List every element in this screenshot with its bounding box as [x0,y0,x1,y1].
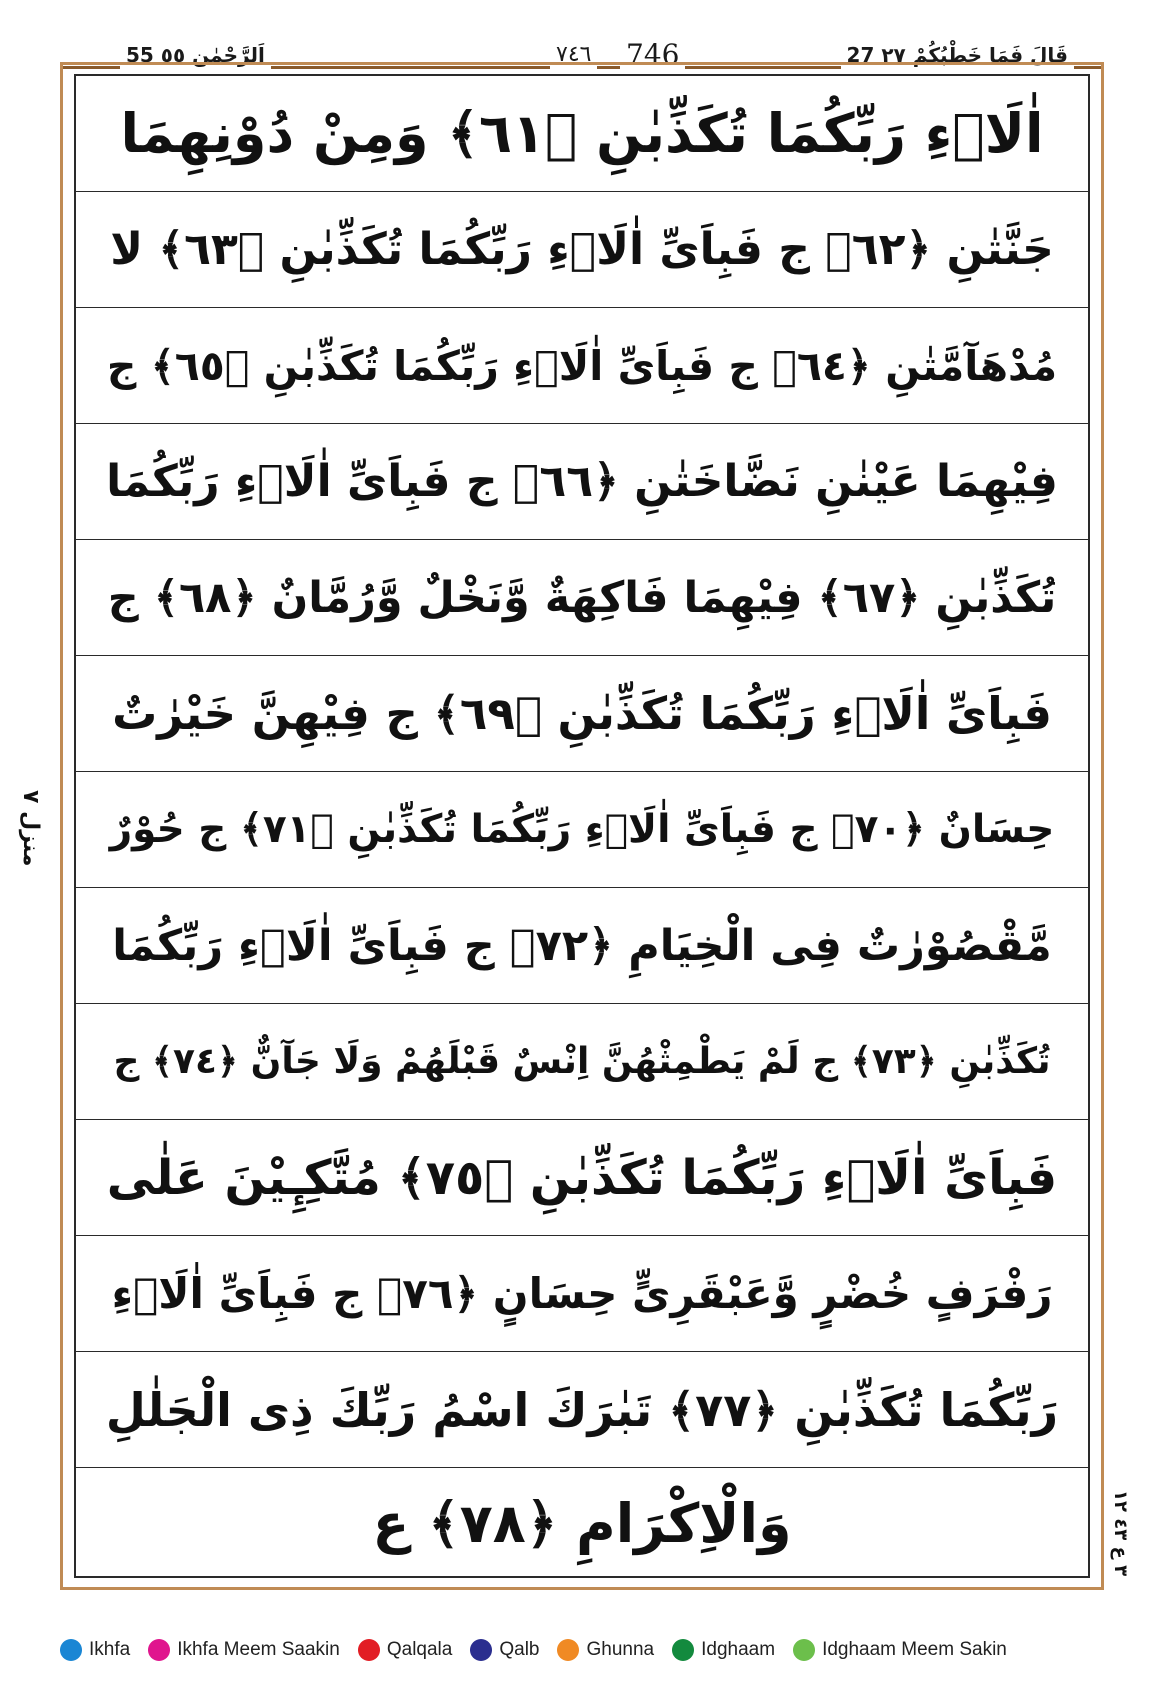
verse-text: مَّقْصُوْرٰتٌ فِى الْخِيَامِ ﴿٧٢﴾ ج فَبِاَىِّ اٰلَاۤءِ رَبِّكُمَا [112,920,1052,971]
legend-dot [672,1639,694,1661]
legend-item-ikhfa-meem-saakin [148,1639,340,1661]
legend-dot [557,1639,579,1661]
legend-item-idghaam-meem-sakin [793,1639,1007,1661]
legend-label: Idghaam [701,1639,776,1660]
verse-text: تُكَذِّبٰنِ ﴿٦٧﴾ فِيْهِمَا فَاكِهَةٌ وَّنَخْلٌ وَّرُمَّانٌ ﴿٦٨﴾ ج [107,572,1057,623]
verse-line-10 [76,1120,1088,1236]
verse-line-7 [76,772,1088,888]
legend-label: Idghaam Meem Sakin [822,1639,1007,1660]
legend-label: Ikhfa [89,1639,131,1660]
verse-text: رَبِّكُمَا تُكَذِّبٰنِ ﴿٧٧﴾ تَبٰرَكَ اسْمُ رَبِّكَ ذِى الْجَلٰلِ [105,1382,1059,1437]
legend-label: Qalb [499,1639,540,1660]
verse-text: فِيْهِمَا عَيْنٰنِ نَضَّاخَتٰنِ ﴿٦٦﴾ ج فَبِاَىِّ اٰلَاۤءِ رَبِّكُمَا [106,456,1058,507]
verse-line-5 [76,540,1088,656]
verse-text: جَنَّتٰنِ ﴿٦٢﴾ ج فَبِاَىِّ اٰلَاۤءِ رَبِّكُمَا تُكَذِّبٰنِ ﴿٦٣﴾ لا [110,224,1054,275]
legend-item-idghaam [672,1639,775,1661]
manzil-marker: منزل ٧ [18,790,43,867]
verse-line-13 [76,1468,1088,1578]
legend-dot [470,1639,492,1661]
legend-item-ghunna [557,1639,654,1661]
verse-text: فَبِاَىِّ اٰلَاۤءِ رَبِّكُمَا تُكَذِّبٰنِ ﴿٦٩﴾ ج فِيْهِنَّ خَيْرٰتٌ [112,687,1052,740]
page-number-arabic: ٧٤٦ [550,40,597,70]
verse-text: حِسَانٌ ﴿٧٠﴾ ج فَبِاَىِّ اٰلَاۤءِ رَبِّكُمَا تُكَذِّبٰنِ ﴿٧١﴾ ج حُوْرٌ [109,807,1055,852]
legend-item-qalqala [358,1639,453,1661]
verse-line-12 [76,1352,1088,1468]
legend-item-ikhfa [60,1639,130,1661]
verse-line-3 [76,308,1088,424]
legend-label: Ikhfa Meem Saakin [177,1639,340,1660]
verse-line-2 [76,192,1088,308]
legend-label: Ghunna [586,1639,655,1660]
verse-text: فَبِاَىِّ اٰلَاۤءِ رَبِّكُمَا تُكَذِّبٰنِ ﴿٧٥﴾ مُتَّكِـِٕيْنَ عَلٰى [106,1149,1058,1206]
verse-line-4 [76,424,1088,540]
verse-line-1 [76,76,1088,192]
verse-text: وَالْاِكْرَامِ ﴿٧٨﴾ ع [372,1491,792,1555]
text-frame [74,74,1090,1578]
legend-dot [358,1639,380,1661]
legend-dot [793,1639,815,1661]
verse-text: رَفْرَفٍ خُضْرٍ وَّعَبْقَرِىٍّ حِسَانٍ ﴿٧٦﴾ ج فَبِاَىِّ اٰلَاۤءِ [111,1269,1053,1318]
legend-item-qalb [470,1639,539,1661]
verse-line-6 [76,656,1088,772]
verse-line-8 [76,888,1088,1004]
legend-dot [148,1639,170,1661]
legend-dot [60,1639,82,1661]
verse-text: مُدْهَآمَّتٰنِ ﴿٦٤﴾ ج فَبِاَىِّ اٰلَاۤءِ رَبِّكُمَا تُكَذِّبٰنِ ﴿٦٥﴾ ج [106,341,1058,390]
verse-line-9 [76,1004,1088,1120]
surah-label: 55 اَلرَّحْمٰن ٥٥ [120,40,271,70]
tajweed-legend [60,1632,1104,1668]
verse-line-11 [76,1236,1088,1352]
page-number: 746 [620,40,685,70]
juz-label: 27 قَالَ فَمَا خَطْبُكُمْ ٢٧ [841,40,1074,70]
ruku-marker: ٣ ع ٤٣ ١٢ [1110,1490,1131,1577]
legend-label: Qalqala [386,1639,453,1660]
verse-text: تُكَذِّبٰنِ ﴿٧٣﴾ ج لَمْ يَطْمِثْهُنَّ اِنْسٌ قَبْلَهُمْ وَلَا جَآنٌّ ﴿٧٤﴾ ج [113,1041,1051,1082]
verse-text: اٰلَاۤءِ رَبِّكُمَا تُكَذِّبٰنِ ﴿٦١﴾ وَمِنْ دُوْنِهِمَا [120,102,1044,165]
